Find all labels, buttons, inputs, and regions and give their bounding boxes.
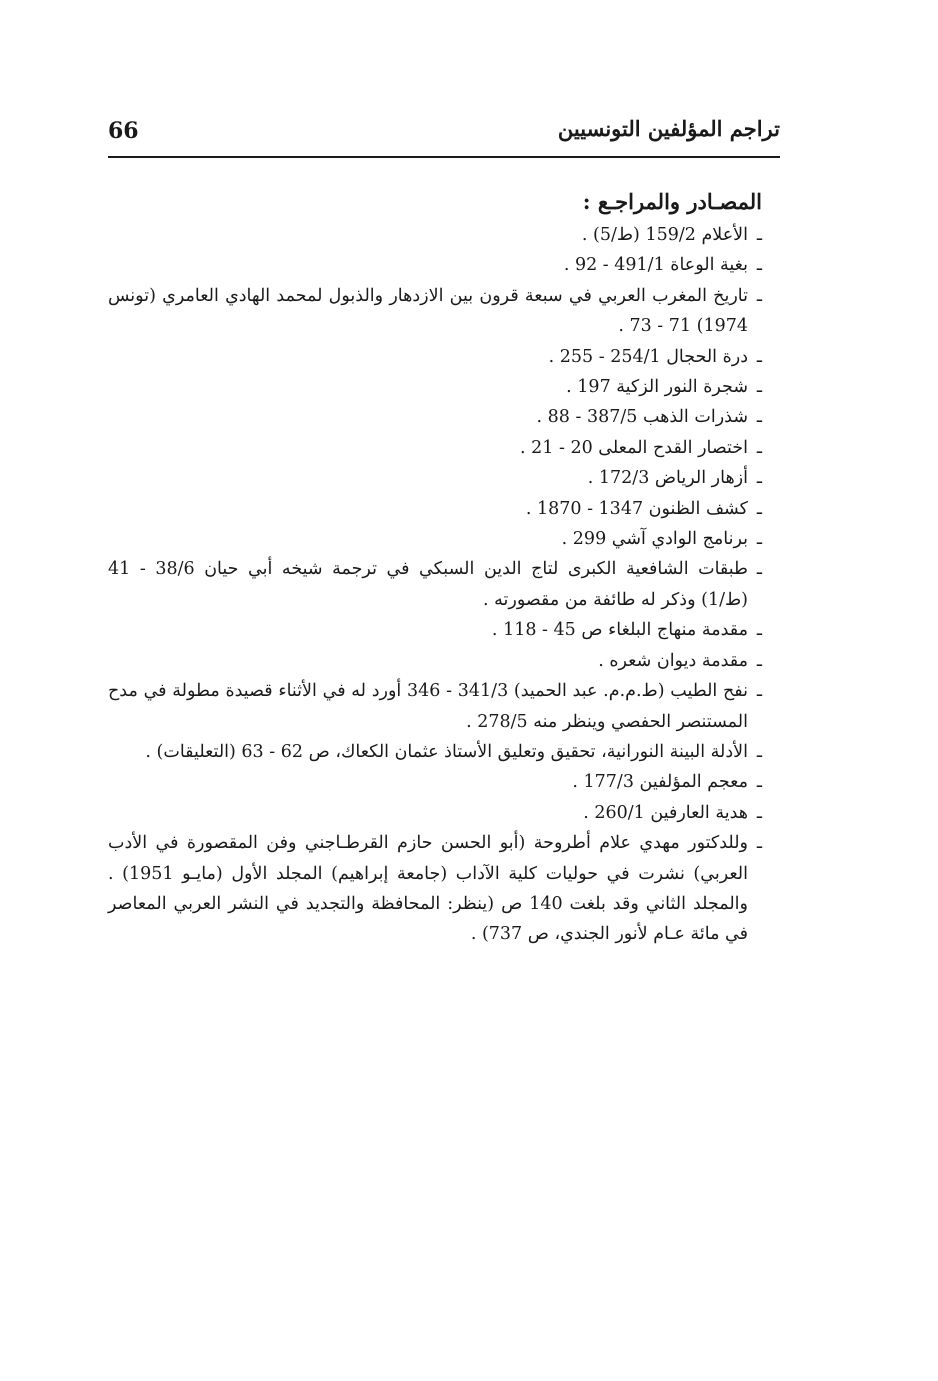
running-title: تراجم المؤلفين التونسيين <box>557 116 780 141</box>
reference-entry: ـ طبقات الشافعية الكبرى لتاج الدين السبكي في ترجمة شيخه أبي حيان 38/6 - 41 (ط/1) وذكر له طائفة من مقصورته . <box>108 554 762 615</box>
page-content <box>108 186 762 950</box>
reference-entry: ـ درة الحجال 254/1 - 255 . <box>108 342 762 372</box>
reference-entry: ـ وللدكتور مهدي علام أطروحة (أبو الحسن حازم القرطـاجني وفن المقصورة في الأدب العربي) نشرت في حوليات كلية الآداب (جامعة إبراهيم) المجلد الأول (مايـو 1951) . والمجلد الثاني وقد بلغت 140 ص (ينظر: المحافظة والتجديد في النشر العربي المعاصر في مائة عـام لأنور الجندي، ص 737) . <box>108 828 762 950</box>
reference-entry: ـ أزهار الرياض 172/3 . <box>108 463 762 493</box>
reference-entry: ـ بغية الوعاة 491/1 - 92 . <box>108 250 762 280</box>
reference-entry: ـ معجم المؤلفين 177/3 . <box>108 767 762 797</box>
section-title: المصـادر والمراجـع : <box>582 189 762 214</box>
reference-entry: ـ مقدمة منهاج البلغاء ص 45 - 118 . <box>108 615 762 645</box>
reference-entry: ـ برنامج الوادي آشي 299 . <box>108 524 762 554</box>
page-header <box>108 112 780 158</box>
reference-entry: ـ الأدلة البينة النورانية، تحقيق وتعليق الأستاذ عثمان الكعاك، ص 62 - 63 (التعليقات) . <box>108 737 762 767</box>
references-list <box>108 220 762 950</box>
reference-entry: ـ شذرات الذهب 387/5 - 88 . <box>108 402 762 432</box>
reference-entry: ـ هدية العارفين 260/1 . <box>108 798 762 828</box>
page-number: 66 <box>108 118 139 144</box>
reference-entry: ـ الأعلام 159/2 (ط/5) . <box>108 220 762 250</box>
reference-entry: ـ شجرة النور الزكية 197 . <box>108 372 762 402</box>
reference-entry: ـ مقدمة ديوان شعره . <box>108 646 762 676</box>
reference-entry: ـ نفح الطيب (ط.م.م. عبد الحميد) 341/3 - 346 أورد له في الأثناء قصيدة مطولة في مدح المستنصر الحفصي وينظر منه 278/5 . <box>108 676 762 737</box>
reference-entry: ـ اختصار القدح المعلى 20 - 21 . <box>108 433 762 463</box>
reference-entry: ـ كشف الظنون 1347 - 1870 . <box>108 494 762 524</box>
reference-entry: ـ تاريخ المغرب العربي في سبعة قرون بين الازدهار والذبول لمحمد الهادي العامري (تونس 1974) 71 - 73 . <box>108 281 762 342</box>
